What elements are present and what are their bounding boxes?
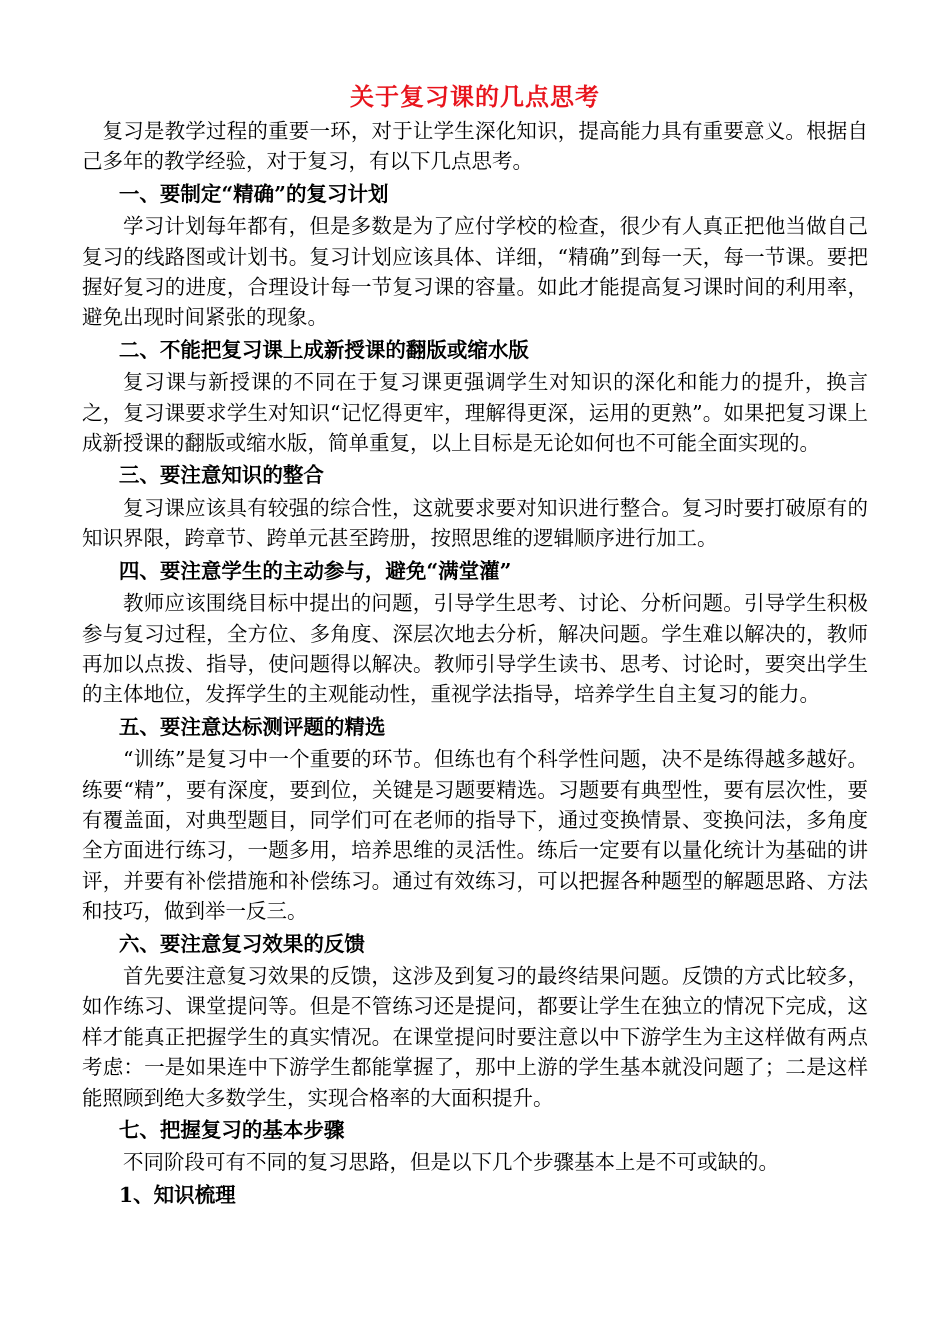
section-4-heading: 四、要注意学生的主动参与，避免“满堂灌” — [118, 558, 512, 583]
section-2-heading: 二、不能把复习课上成新授课的翻版或缩水版 — [118, 337, 529, 362]
section-3-body: 复习课应该具有较强的综合性，这就要求要对知识进行整合。复习时要打破原有的知识界限，跨章节、跨单元甚至跨册，按照思维的逻辑顺序进行加工。 — [82, 495, 868, 551]
section-6-heading: 六、要注意复习效果的反馈 — [118, 931, 365, 956]
section-2-body: 复习课与新授课的不同在于复习课更强调学生对知识的深化和能力的提升，换言之，复习课要求学生对知识“记忆得更牢，理解得更深，运用的更熟”。如果把复习课上成新授课的翻版或缩水版，简单重复，以上目标是无论如何也不可能全面实现的。 — [82, 370, 868, 456]
section-4-body: 教师应该围绕目标中提出的问题，引导学生思考、讨论、分析问题。引导学生积极参与复习过程，全方位、多角度、深层次地去分析，解决问题。学生难以解决的，教师再加以点拨、指导，使问题得以解决。教师引导学生读书、思考、讨论时，要突出学生的主体地位，发挥学生的主观能动性，重视学法指导，培养学生自主复习的能力。 — [82, 591, 868, 707]
section-1-heading: 一、要制定“精确”的复习计划 — [118, 181, 389, 206]
subheading-knowledge-review: 1、知识梳理 — [118, 1182, 236, 1207]
section-5-heading: 五、要注意达标测评题的精选 — [118, 714, 386, 739]
section-1-body: 学习计划每年都有，但是多数是为了应付学校的检查，很少有人真正把他当做自己复习的线路图或计划书。复习计划应该具体、详细，“精确”到每一天，每一节课。要把握好复习的进度，合理设计每一节复习课的容量。如此才能提高复习课时间的利用率，避免出现时间紧张的现象。 — [82, 214, 868, 330]
intro-paragraph: 复习是教学过程的重要一环，对于让学生深化知识，提高能力具有重要意义。根据自己多年的教学经验，对于复习，有以下几点思考。 — [82, 119, 868, 174]
section-5-body: “训练”是复习中一个重要的环节。但练也有个科学性问题，决不是练得越多越好。练要“精”，要有深度，要到位，关键是习题要精选。习题要有典型性，要有层次性，要有覆盖面，对典型题目，同学们可在老师的指导下，通过变换情景、变换问法，多角度全方面进行练习，一题多用，培养思维的灵活性。练后一定要有以量化统计为基础的讲评，并要有补偿措施和补偿练习。通过有效练习，可以把握各种题型的解题思路、方法和技巧，做到举一反三。 — [82, 747, 868, 924]
document-title: 关于复习课的几点思考 — [350, 82, 600, 111]
section-7-body: 不同阶段可有不同的复习思路，但是以下几个步骤基本上是不可或缺的。 — [123, 1150, 779, 1175]
section-6-body: 首先要注意复习效果的反馈，这涉及到复习的最终结果问题。反馈的方式比较多，如作练习、课堂提问等。但是不管练习还是提问，都要让学生在独立的情况下完成，这样才能真正把握学生的真实情况。在课堂提问时要注意以中下游学生为主这样做有两点考虑：一是如果连中下游学生都能掌握了，那中上游的学生基本就没问题了；二是这样能照顾到绝大多数学生，实现合格率的大面积提升。 — [82, 963, 868, 1110]
section-7-heading: 七、把握复习的基本步骤 — [118, 1118, 345, 1142]
section-3-heading: 三、要注意知识的整合 — [118, 463, 324, 488]
document-page — [82, 80, 868, 1212]
